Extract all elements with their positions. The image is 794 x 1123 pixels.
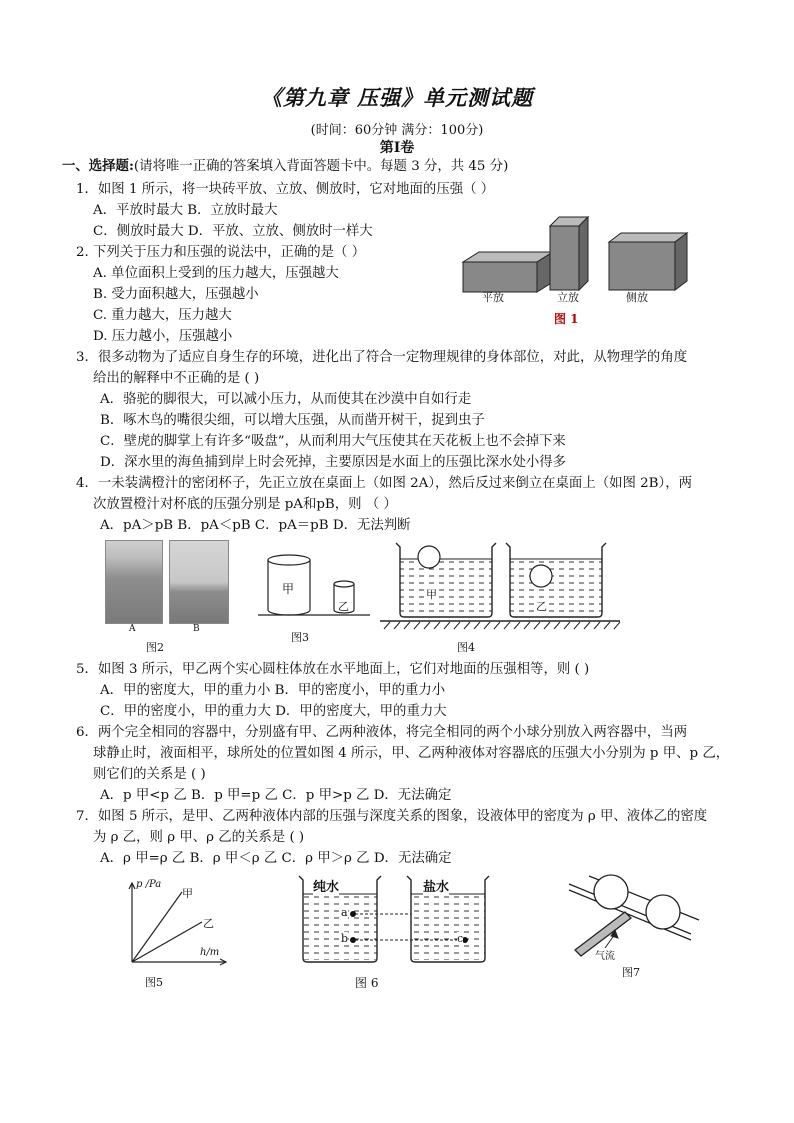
fig6-label-pure-water: 纯水 <box>313 876 339 895</box>
fig1-label-side: 侧放 <box>626 291 648 304</box>
side-brick-top <box>609 233 687 242</box>
q7-stem-1: 7．如图 5 所示，是甲、乙两种液体内部的压强与深度关系的图象，设液体甲的密度为 ρ 甲、液体乙的密度 <box>76 809 708 824</box>
q3-option-b: B．啄木鸟的嘴很尖细，可以增大压强，从而凿开树干，捉到虫子 <box>100 413 485 428</box>
fig1-label-upright: 立放 <box>557 291 579 304</box>
q1-options-ab: A．平放时最大 B．立放时最大 <box>93 203 278 218</box>
q2-option-b: B. 受力面积越大，压强越小 <box>93 287 259 302</box>
upright-brick-front <box>550 226 579 290</box>
q6-stem-2: 球静止时，液面相平，球所处的位置如图 4 所示，甲、乙两种液体对容器底的压强大小分别为 p 甲、p 乙， <box>93 746 730 761</box>
line-jia <box>132 892 182 962</box>
upright-brick-side <box>579 217 588 290</box>
ball-in-jia <box>418 546 440 568</box>
q4-stem-2: 次放置橙汁对杯底的压强分别是 pA和pB，则 （ ） <box>93 497 397 512</box>
fig1-label-flat: 平放 <box>482 291 504 304</box>
q5-stem: 5．如图 3 所示，甲乙两个实心圆柱体放在水平地面上，它们对地面的压强相等，则 ( ) <box>76 662 590 677</box>
q2-stem: 2. 下列关于压力和压强的说法中，正确的是（ ） <box>76 245 366 260</box>
fig2-label-b: B <box>193 624 200 634</box>
photo-cup-upright <box>105 540 163 624</box>
q3-stem-1: 3．很多动物为了适应自身生存的环境，进化出了符合一定物理规律的身体部位，对此，从物理学的角度 <box>76 350 688 365</box>
figure-4-containers <box>378 537 622 633</box>
point-a <box>350 911 356 917</box>
exam-time-info: (时间：60分钟 满分：100分) <box>310 123 484 138</box>
q3-option-a: A．骆驼的脚很大，可以减小压力，从而使其在沙漠中自如行走 <box>100 392 472 407</box>
page-title: 《第九章 压强》单元测试题 <box>260 85 534 110</box>
q6-stem-1: 6．两个完全相同的容器中，分别盛有甲、乙两种液体，将完全相同的两个小球分别放入两容器中，当两 <box>76 725 688 740</box>
ball-in-yi <box>530 565 552 587</box>
volume-label: 第Ⅰ卷 <box>379 140 415 156</box>
flat-brick-front <box>463 262 537 292</box>
fig3-caption: 图3 <box>291 631 309 644</box>
q4-stem-1: 4．一未装满橙汁的密闭杯子，先正立放在桌面上（如图 2A），然后反过来倒立在桌面上（如图 2B），两 <box>76 476 692 491</box>
section-heading <box>62 156 508 177</box>
fig6-caption: 图 6 <box>355 976 379 990</box>
fig5-series-jia: 甲 <box>182 887 193 900</box>
q7-options: A．ρ 甲=ρ 乙 B．ρ 甲＜ρ 乙 C．ρ 甲＞ρ 乙 D．无法确定 <box>100 851 452 866</box>
q3-option-d: D．深水里的海鱼捕到岸上时会死掉，主要原因是水面上的压强比深水处小得多 <box>100 455 567 470</box>
q7-stem-2: 为 ρ 乙，则 ρ 甲、ρ 乙的关系是 ( ) <box>93 830 305 845</box>
q3-option-c: C．壁虎的脚掌上有许多“吸盘”，从而利用大气压使其在天花板上也不会掉下来 <box>100 434 566 449</box>
fig5-series-yi: 乙 <box>203 917 214 930</box>
side-brick-front <box>609 242 675 290</box>
fig5-ylabel: p /Pa <box>136 879 162 890</box>
fig2-label-a: A <box>129 624 136 634</box>
figure-3-cylinders <box>258 552 373 618</box>
section-instruction: (请将唯一正确的答案填入背面答题卡中。每题 3 分，共 45 分) <box>133 159 509 174</box>
fig6-point-c-label: c <box>457 932 464 945</box>
fig7-airflow-label: 气流 <box>595 951 615 962</box>
q6-stem-3: 则它们的关系是 ( ) <box>93 767 206 782</box>
q5-options-cd: C．甲的密度小，甲的重力大 D．甲的密度大，甲的重力大 <box>100 704 447 719</box>
q3-stem-2: 给出的解释中不正确的是 ( ) <box>93 371 260 386</box>
fig4-caption: 图4 <box>457 641 475 654</box>
photo-cup-inverted <box>169 540 229 624</box>
side-brick-side <box>675 233 687 290</box>
section-title: 一、选择题: <box>62 158 134 174</box>
q2-option-a: A. 单位面积上受到的压力越大，压强越大 <box>93 266 339 281</box>
fig6-label-salt-water: 盐水 <box>423 876 449 895</box>
fig4-label-yi: 乙 <box>536 600 547 613</box>
fig6-point-a-label: a <box>341 906 348 919</box>
line-yi <box>132 922 202 962</box>
figure-7-airflow <box>565 868 705 964</box>
fig2-caption: 图2 <box>146 641 164 654</box>
q5-options-ab: A．甲的密度大，甲的重力小 B．甲的密度小，甲的重力小 <box>100 683 446 698</box>
q2-option-d: D. 压力越小，压强越小 <box>93 329 233 344</box>
q4-options: A．pA＞pB B．pA＜pB C．pA＝pB D．无法判断 <box>100 518 411 533</box>
q1-stem: 1．如图 1 所示，将一块砖平放、立放、侧放时，它对地面的压强（ ） <box>76 182 495 197</box>
fig7-caption: 图7 <box>622 966 640 979</box>
fig3-label-yi: 乙 <box>338 600 349 613</box>
q2-option-c: C. 重力越大，压力越大 <box>93 308 232 323</box>
fig3-label-jia: 甲 <box>282 582 295 596</box>
fig5-caption: 图5 <box>145 976 163 989</box>
q6-options: A．p 甲<p 乙 B．p 甲=p 乙 C．p 甲>p 乙 D．无法确定 <box>100 788 452 803</box>
fig6-point-b-label: b <box>341 932 349 945</box>
fig5-xlabel: h/m <box>200 947 220 958</box>
q1-options-cd: C．侧放时最大 D．平放、立放、侧放时一样大 <box>93 224 373 239</box>
point-b <box>350 937 356 943</box>
fig1-caption: 图 1 <box>554 312 579 326</box>
fig4-label-jia: 甲 <box>426 588 437 601</box>
